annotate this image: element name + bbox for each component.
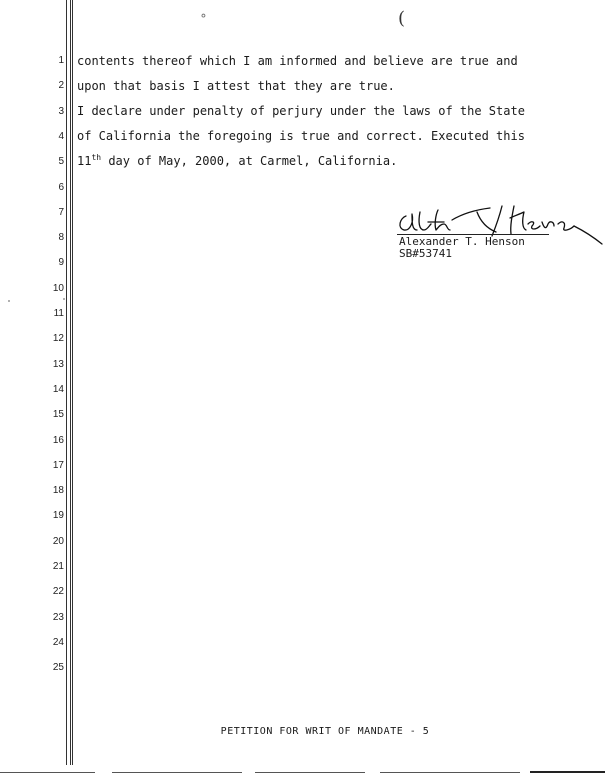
bottom-rule — [0, 772, 95, 773]
signer-name: Alexander T. Henson — [399, 235, 525, 248]
page-footer — [0, 726, 610, 737]
bottom-rule — [380, 772, 520, 773]
line-number: 6 — [58, 181, 64, 193]
margin-rule-right — [72, 0, 73, 765]
line-number: 10 — [52, 282, 64, 294]
line-number: 22 — [52, 586, 64, 598]
day-ordinal-suffix: th — [91, 153, 102, 162]
line-number: 14 — [52, 383, 64, 395]
bottom-rule — [255, 772, 365, 773]
body-line-1: contents thereof which I am informed and believe are true and — [77, 54, 518, 68]
line-number: 7 — [58, 206, 64, 218]
footer-title: PETITION FOR WRIT OF MANDATE - 5 — [220, 726, 430, 737]
line-number: 4 — [58, 130, 64, 142]
line-number: 9 — [58, 257, 64, 269]
line-number: 5 — [58, 156, 64, 168]
scan-mark-right: ( — [398, 8, 406, 29]
line-number: 23 — [52, 611, 64, 623]
line-number: 1 — [58, 55, 64, 66]
body-line-2: upon that basis I attest that they are true. — [77, 79, 395, 93]
line-number: 18 — [52, 485, 64, 497]
bottom-rule — [112, 772, 242, 773]
line-number: 2 — [58, 80, 64, 92]
execution-day: 11 — [77, 154, 92, 168]
line-number: 21 — [52, 561, 64, 572]
line-number: 16 — [52, 434, 64, 446]
bottom-rule — [530, 771, 605, 773]
line-number: 8 — [58, 232, 64, 244]
margin-rule-left — [66, 0, 67, 765]
scan-speck — [8, 300, 10, 302]
margin-rule-middle — [70, 0, 71, 765]
state-bar-number: SB#53741 — [399, 247, 452, 260]
scan-mark-left: ∘ — [200, 8, 207, 24]
body-line-4: of California the foregoing is true and correct. Executed this — [77, 129, 525, 143]
line-number: 13 — [52, 358, 64, 370]
line-number: 12 — [52, 333, 64, 345]
line-number: 25 — [52, 662, 64, 674]
line-number: 15 — [52, 409, 64, 421]
line-number: 11 — [53, 308, 64, 319]
line-number: 17 — [52, 459, 64, 471]
execution-date-place: day of May, 2000, at Carmel, California. — [101, 154, 398, 168]
body-line-5 — [77, 154, 397, 168]
line-number: 20 — [52, 535, 64, 547]
scan-speck — [63, 298, 65, 300]
line-number: 3 — [58, 105, 64, 117]
line-number: 24 — [52, 636, 64, 648]
line-number: 19 — [52, 510, 64, 522]
body-line-3: I declare under penalty of perjury under the laws of the State — [77, 104, 525, 118]
